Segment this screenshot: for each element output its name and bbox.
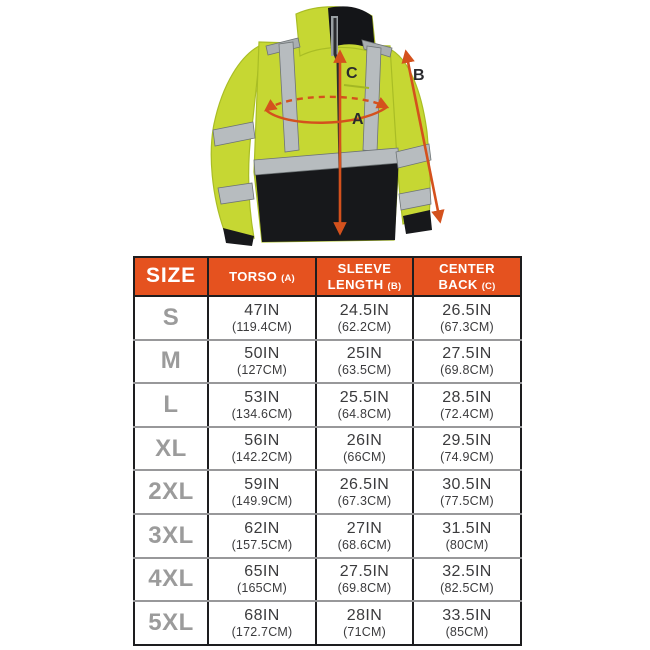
size-label: 3XL xyxy=(134,514,208,558)
sleeve-cell: 27.5IN (69.8CM) xyxy=(316,558,413,602)
back-cell: 33.5IN (85CM) xyxy=(413,601,521,645)
back-cell: 26.5IN (67.3CM) xyxy=(413,296,521,340)
jacket-diagram xyxy=(0,0,650,252)
size-label: 4XL xyxy=(134,558,208,602)
size-label: XL xyxy=(134,427,208,471)
sleeve-cell: 26IN (66CM) xyxy=(316,427,413,471)
sleeve-cell: 24.5IN (62.2CM) xyxy=(316,296,413,340)
torso-cell: 59IN (149.9CM) xyxy=(208,470,316,514)
sleeve-label: B xyxy=(413,67,425,84)
torso-cell: 56IN (142.2CM) xyxy=(208,427,316,471)
back-cell: 31.5IN (80CM) xyxy=(413,514,521,558)
torso-cell: 53IN (134.6CM) xyxy=(208,383,316,427)
torso-cell: 47IN (119.4CM) xyxy=(208,296,316,340)
table-row xyxy=(134,601,521,645)
sleeve-cell: 26.5IN (67.3CM) xyxy=(316,470,413,514)
table-row xyxy=(134,558,521,602)
table-row xyxy=(134,340,521,384)
size-label: S xyxy=(134,296,208,340)
table-row xyxy=(134,296,521,340)
back-cell: 29.5IN (74.9CM) xyxy=(413,427,521,471)
column-header-size: SIZE xyxy=(134,257,208,296)
table-header-row xyxy=(134,257,521,296)
torso-cell: 68IN (172.7CM) xyxy=(208,601,316,645)
column-header-sleeve-length: SLEEVE LENGTH (B) xyxy=(316,257,413,296)
torso-cell: 65IN (165CM) xyxy=(208,558,316,602)
sleeve-cell: 25.5IN (64.8CM) xyxy=(316,383,413,427)
torso-cell: 50IN (127CM) xyxy=(208,340,316,384)
size-table xyxy=(133,256,522,646)
torso-label: A xyxy=(352,111,364,128)
table-row xyxy=(134,383,521,427)
back-cell: 30.5IN (77.5CM) xyxy=(413,470,521,514)
size-label: 2XL xyxy=(134,470,208,514)
torso-cell: 62IN (157.5CM) xyxy=(208,514,316,558)
size-label: L xyxy=(134,383,208,427)
size-label: 5XL xyxy=(134,601,208,645)
column-header-torso: TORSO (A) xyxy=(208,257,316,296)
table-row xyxy=(134,427,521,471)
table-row xyxy=(134,470,521,514)
size-label: M xyxy=(134,340,208,384)
back-cell: 32.5IN (82.5CM) xyxy=(413,558,521,602)
sleeve-cell: 27IN (68.6CM) xyxy=(316,514,413,558)
sleeve-cell: 25IN (63.5CM) xyxy=(316,340,413,384)
table-row xyxy=(134,514,521,558)
column-header-center-back: CENTER BACK (C) xyxy=(413,257,521,296)
back-cell: 27.5IN (69.8CM) xyxy=(413,340,521,384)
sleeve-cell: 28IN (71CM) xyxy=(316,601,413,645)
center-back-label: C xyxy=(346,65,358,82)
back-cell: 28.5IN (72.4CM) xyxy=(413,383,521,427)
